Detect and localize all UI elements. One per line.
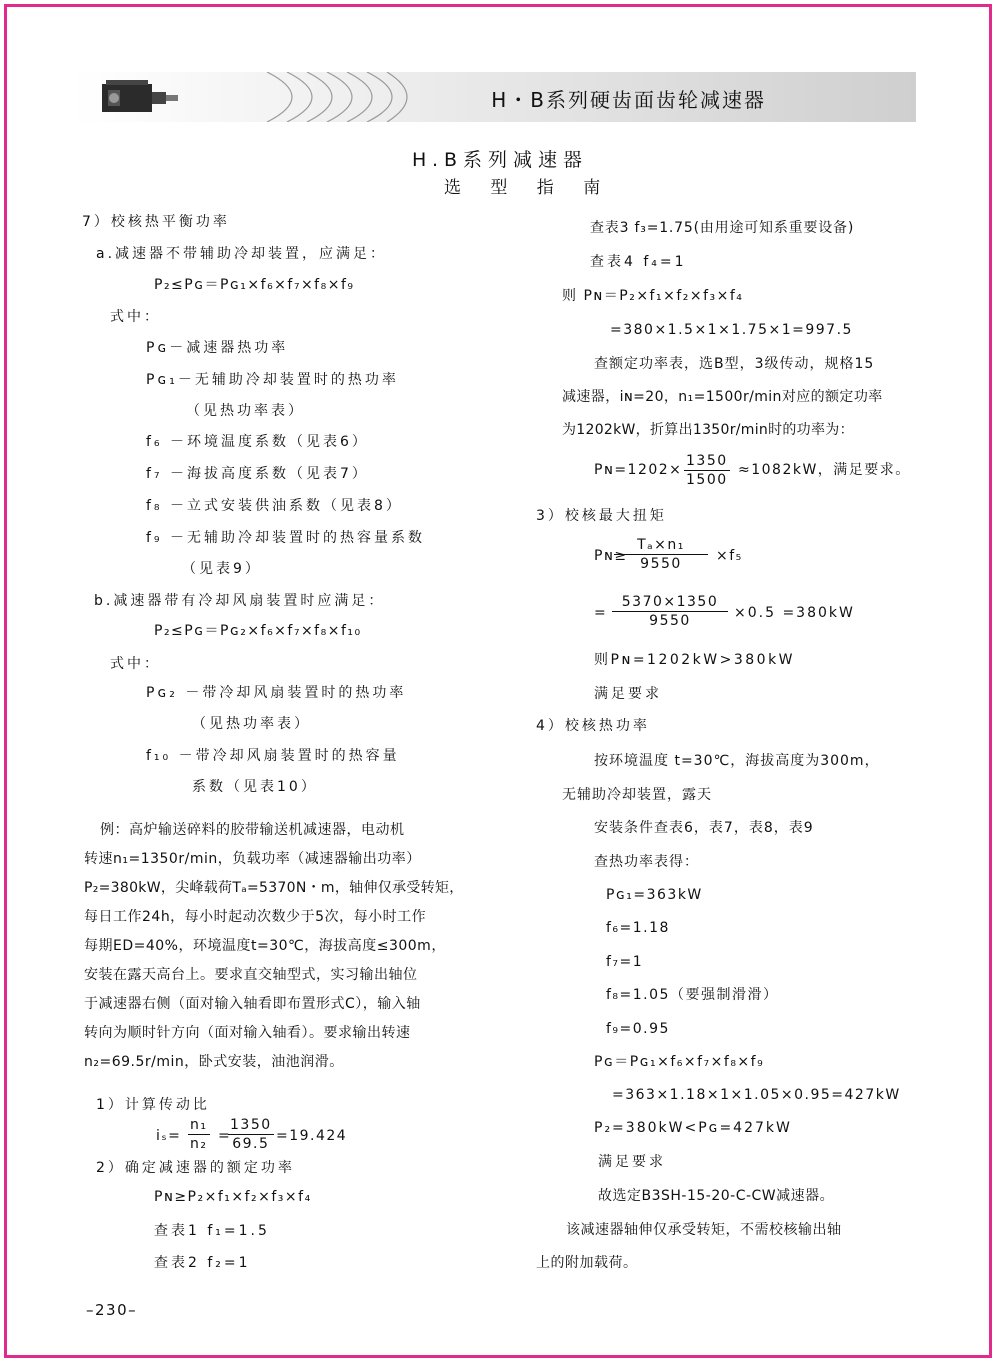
select-text-1: 查额定功率表，选B型，3级传动，规格15 (594, 356, 875, 372)
torque-lhs: Pɴ≥ (594, 548, 628, 564)
example-line: n₂=69.5r/min，卧式安装，油池润滑。 (84, 1054, 344, 1070)
doc-title: H.B系列减速器 (412, 149, 589, 171)
banner-stripes (257, 72, 427, 122)
heat-cond-2: 无辅助冷却装置，露天 (562, 787, 712, 803)
def-pg1: Pɢ₁－无辅助冷却装置时的热功率 (146, 372, 399, 388)
ratio-lhs: iₛ= (156, 1128, 182, 1144)
pg-formula: Pɢ＝Pɢ₁×f₆×f₇×f₈×f₉ (594, 1054, 765, 1070)
formula-b: P₂≤Pɢ＝Pɢ₂×f₆×f₇×f₈×f₁₀ (154, 623, 362, 639)
value-f7: f₇=1 (606, 954, 644, 970)
requirement-met-2: 满足要求 (598, 1154, 666, 1170)
value-pg1: Pɢ₁=363kW (606, 887, 703, 903)
torque2-fraction (612, 593, 728, 630)
gear-reducer-icon (100, 78, 180, 118)
value-f8: f₈=1.05（要强制滑滑） (606, 987, 779, 1003)
torque2-num: 5370×1350 (612, 593, 728, 612)
def-f9: f₉ －无辅助冷却装置时的热容量系数 (146, 530, 425, 546)
value-f6: f₆=1.18 (606, 920, 670, 936)
select-text-3: 为1202kW，折算出1350r/min时的功率为： (562, 422, 854, 438)
torque-compare: 则Pɴ=1202kW>380kW (594, 652, 796, 668)
table-2-lookup: 查表2 f₂=1 (154, 1255, 251, 1271)
pg-value: =363×1.18×1×1.05×0.95=427kW (612, 1087, 901, 1103)
table-3-lookup: 查表3 f₃=1.75(由用途可知系重要设备) (590, 220, 855, 236)
pn-conv-den: 1500 (686, 472, 728, 488)
pn-conv-fraction (684, 452, 730, 489)
pn-conv-num: 1350 (686, 453, 728, 469)
ratio-den-2: 69.5 (232, 1136, 270, 1152)
pn-formula: 则 Pɴ＝P₂×f₁×f₂×f₃×f₄ (562, 288, 744, 304)
equals-sign: = (218, 1128, 232, 1144)
heat-cond-4: 查热功率表得： (594, 854, 699, 870)
table-1-lookup: 查表1 f₁=1.5 (154, 1223, 270, 1239)
example-line: 转向为顺时针方向（面对输入轴看）。要求输出转速 (84, 1025, 411, 1041)
example-line: P₂=380kW，尖峰载荷Tₐ=5370N・m，轴伸仅承受转矩， (84, 880, 464, 896)
torque2-result: ×0.5 =380kW (734, 605, 855, 621)
section-4-heading: 4）校核热功率 (536, 718, 650, 734)
def-f6: f₆ －环境温度系数（见表6） (146, 434, 369, 450)
closing-note-1: 该减速器轴伸仅承受转矩，不需校核输出轴 (566, 1222, 842, 1238)
pn-conv-result: ≈1082kW，满足要求。 (738, 462, 911, 478)
step-2-heading: 2）确定减速器的额定功率 (96, 1160, 295, 1176)
requirement-met-1: 满足要求 (594, 686, 662, 702)
section-7-heading: 7）校核热平衡功率 (82, 214, 230, 230)
doc-subtitle: 选 型 指 南 (444, 178, 613, 198)
ratio-den-1: n₂ (190, 1136, 208, 1152)
ratio-result: =19.424 (276, 1128, 348, 1144)
torque2-den: 9550 (649, 613, 691, 629)
select-text-2: 减速器，iɴ=20，n₁=1500r/min对应的额定功率 (562, 389, 883, 405)
formula-a: P₂≤Pɢ＝Pɢ₁×f₆×f₇×f₈×f₉ (154, 277, 355, 293)
def-f10-note: 系数（见表10） (192, 779, 318, 795)
def-pg: Pɢ－减速器热功率 (146, 340, 289, 356)
ratio-fraction-2 (228, 1116, 274, 1153)
step-1-heading: 1）计算传动比 (96, 1097, 210, 1113)
torque2-lhs: = (594, 605, 608, 621)
power-compare: P₂=380kW<Pɢ=427kW (594, 1120, 792, 1136)
section-3-heading: 3）校核最大扭矩 (536, 508, 667, 524)
ratio-fraction-1 (188, 1116, 210, 1153)
example-line: 每日工作24h，每小时起动次数少于5次，每小时工作 (84, 909, 427, 925)
pn-conv-lhs: Pɴ=1202× (594, 462, 683, 478)
def-f10: f₁₀ －带冷却风扇装置时的热容量 (146, 748, 400, 764)
table-4-lookup: 查表4 f₄=1 (590, 254, 687, 270)
example-line: 于减速器右侧（面对输入轴看即布置形式C），输入轴 (84, 996, 421, 1012)
def-f9-note: （见表9） (182, 561, 262, 577)
where-label-1: 式中： (110, 309, 161, 325)
condition-a: a.减速器不带辅助冷却装置，应满足： (96, 246, 388, 262)
example-line: 每期ED=40%，环境温度t=30℃，海拔高度≤300m， (84, 938, 446, 954)
torque-den: 9550 (640, 556, 682, 572)
ratio-num-1: n₁ (190, 1117, 208, 1133)
header-banner (72, 72, 916, 122)
def-pg2: Pɢ₂ －带冷却风扇装置时的热功率 (146, 685, 407, 701)
where-label-2: 式中： (110, 656, 161, 672)
value-f9: f₉=0.95 (606, 1021, 670, 1037)
page-number: –230– (86, 1301, 138, 1319)
torque-num: Tₐ×n₁ (614, 536, 708, 555)
rated-power-formula: Pɴ≥P₂×f₁×f₂×f₃×f₄ (154, 1189, 312, 1205)
torque-result: ×f₅ (716, 548, 743, 564)
condition-b: b.减速器带有冷却风扇装置时应满足： (94, 593, 386, 609)
heat-cond-3: 安装条件查表6，表7，表8，表9 (594, 820, 814, 836)
closing-note-2: 上的附加载荷。 (536, 1255, 638, 1271)
heat-cond-1: 按环境温度 t=30℃，海拔高度为300m， (594, 753, 880, 769)
def-f8: f₈ －立式安装供油系数（见表8） (146, 498, 403, 514)
selection-result: 故选定B3SH-15-20-C-CW减速器。 (598, 1188, 835, 1204)
example-line: 例：高炉输送碎料的胶带输送机减速器，电动机 (100, 822, 405, 838)
example-line: 转速n₁=1350r/min，负载功率（减速器输出功率） (84, 851, 421, 867)
header-title: H・B系列硬齿面齿轮减速器 (491, 88, 766, 112)
def-pg2-note: （见热功率表） (192, 716, 311, 732)
torque-fraction (614, 536, 708, 573)
pn-value: =380×1.5×1×1.75×1=997.5 (610, 322, 853, 338)
example-line: 安装在露天高台上。要求直交轴型式，实习输出轴位 (84, 967, 418, 983)
ratio-num-2: 1350 (230, 1117, 272, 1133)
page-border (4, 4, 992, 1358)
def-f7: f₇ －海拔高度系数（见表7） (146, 466, 369, 482)
def-pg1-note: （见热功率表） (186, 403, 305, 419)
